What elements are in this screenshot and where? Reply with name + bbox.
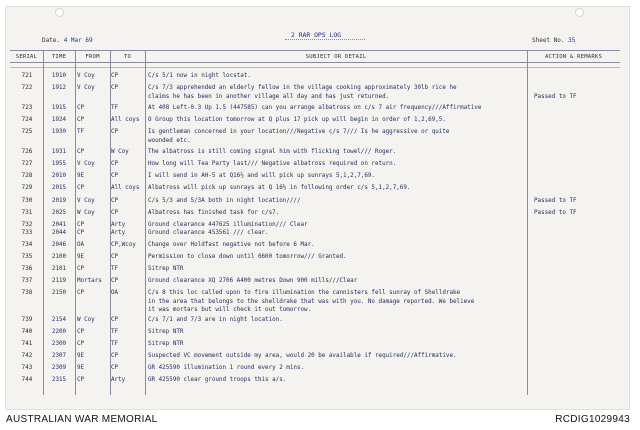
row-detail-line: C/s 8 this loc called upon to fire illumination the cannisters fell sunray of Shelldrake — [148, 290, 461, 296]
row-to: TF — [111, 341, 119, 347]
row-time: 2315 — [51, 377, 67, 383]
row-to: TF — [111, 105, 119, 111]
row-from: 9E — [77, 254, 85, 260]
row-serial: 728 — [21, 173, 33, 179]
row-from: CP — [77, 329, 85, 335]
row-serial: 733 — [21, 230, 33, 236]
row-from: CP — [77, 222, 85, 228]
row-from: OA — [77, 242, 85, 248]
row-from: CP — [77, 377, 85, 383]
row-time: 2015 — [51, 185, 67, 191]
row-serial: 731 — [21, 210, 33, 216]
row-from: CP — [77, 230, 85, 236]
row-detail-line: claims he has been in another village all day and has just returned. — [148, 93, 390, 100]
col-divider — [145, 50, 146, 395]
unit-title: 2 RAR OPS LOG — [291, 31, 342, 39]
row-from: V Coy — [77, 73, 95, 79]
row-to: CP — [111, 254, 119, 260]
row-from: TF — [77, 129, 85, 135]
row-detail-line: Sitrep NTR — [148, 341, 184, 347]
row-from: V Coy — [77, 198, 95, 204]
sheet-number — [532, 37, 575, 44]
row-from: CP — [77, 266, 85, 272]
row-from: V Coy — [77, 161, 95, 167]
row-detail-line: At 408 Left-0.3 Up 1.5 (447585) can you arrange albatross on c/s 7 air frequency///Affirmative — [148, 105, 482, 111]
row-detail-line: Sitrep NTR — [148, 266, 184, 272]
row-detail-line: GR 425590 clear ground troops this a/s. — [148, 377, 287, 383]
row-time: 1924 — [51, 117, 67, 123]
row-to: CP — [111, 173, 119, 179]
col-header-serial: SERIAL — [15, 54, 38, 60]
row-time: 2041 — [51, 222, 67, 228]
row-to: CP — [111, 85, 119, 91]
row-serial: 726 — [21, 149, 33, 155]
row-detail-line: it was mortars but will check it out tomorrow. — [148, 307, 312, 314]
row-from: CP — [77, 105, 85, 111]
date-value: 4 Mar 69 — [63, 37, 93, 44]
sheet-label: Sheet No. — [532, 37, 565, 44]
row-action: Passed to TF — [534, 93, 577, 100]
row-time: 2010 — [51, 173, 67, 179]
punch-hole — [55, 8, 64, 17]
row-serial: 729 — [21, 185, 33, 191]
row-serial: 724 — [21, 117, 33, 123]
row-to: CP,Wcoy — [111, 242, 136, 248]
row-time: 2046 — [51, 242, 67, 248]
row-serial: 721 — [21, 73, 33, 79]
row-to: CP — [111, 129, 119, 135]
row-detail-line: C/s 7/3 apprehended an elderly fellow in the village cooking approximately 30lb rice he — [148, 85, 457, 91]
row-detail-line: Sitrep NTR — [148, 329, 184, 335]
row-to: CP — [111, 317, 119, 323]
row-serial: 735 — [21, 254, 33, 260]
date-label: Date. — [42, 37, 61, 44]
date-field — [42, 37, 93, 44]
col-divider — [527, 50, 528, 395]
row-serial: 723 — [21, 105, 33, 111]
row-serial: 742 — [21, 353, 33, 359]
row-detail-line: Albatross has finished task for c/s7. — [148, 210, 280, 216]
table-top-rule — [10, 50, 620, 51]
row-serial: 740 — [21, 329, 33, 335]
row-detail-line: Ground clearance 447625 illumination/// Clear — [148, 222, 308, 228]
row-to: All coys — [111, 185, 140, 191]
row-detail-line: Is gentleman concerned in your location///Negative c/s 7/// Is he aggressive or quite — [148, 129, 450, 135]
row-from: CP — [77, 341, 85, 347]
row-from: CP — [77, 117, 85, 123]
row-time: 1930 — [51, 129, 67, 135]
header-bottom-rule — [10, 62, 620, 63]
row-to: CP — [111, 198, 119, 204]
row-from: W Coy — [77, 317, 95, 323]
row-serial: 730 — [21, 198, 33, 204]
row-time: 2025 — [51, 210, 67, 216]
row-from: 9E — [77, 353, 85, 359]
row-detail-line: Suspected VC movement outside my area, would 20 be available if required///Affirmative. — [148, 353, 457, 359]
row-to: CP — [111, 365, 119, 371]
row-time: 1910 — [51, 73, 67, 79]
row-time: 2100 — [51, 254, 67, 260]
row-serial: 736 — [21, 266, 33, 272]
row-serial: 744 — [21, 377, 33, 383]
row-serial: 739 — [21, 317, 33, 323]
row-serial: 741 — [21, 341, 33, 347]
col-header-action: ACTION & REMARKS — [544, 54, 603, 60]
row-detail-line: O Group this location tomorrow at Q plus 17 pick up will begin in order of 1,2,69,5. — [148, 117, 446, 123]
row-time: 2119 — [51, 278, 67, 284]
row-detail-line: GR 425590 illumination 1 round every 2 mins. — [148, 365, 305, 371]
sheet-value: 35 — [568, 37, 576, 44]
row-detail-line: C/s 7/1 and 7/3 are in night location. — [148, 317, 283, 323]
row-detail-line: How long will Tea Party last/// Negative albatross required on return. — [148, 161, 397, 167]
row-detail-line: in the area that belongs to the shelldrake that was with you. No damage reported. We believe — [148, 298, 475, 305]
row-detail-line: The albatross is still coming signal him with flicking towel/// Roger. — [148, 149, 397, 155]
row-to: CP — [111, 278, 119, 284]
row-to: Arty — [111, 230, 126, 236]
col-header-from: FROM — [85, 54, 100, 60]
row-from: Mortars — [77, 278, 102, 284]
row-serial: 725 — [21, 129, 33, 135]
row-to: CP — [111, 161, 119, 167]
row-time: 2309 — [51, 365, 67, 371]
row-time: 2200 — [51, 329, 67, 335]
row-to: Arty — [111, 222, 126, 228]
row-from: 9E — [77, 365, 85, 371]
row-time: 2019 — [51, 198, 67, 204]
row-time: 2150 — [51, 290, 67, 296]
row-detail-line: C/s 5/3 and 5/3A both in night location//// — [148, 198, 301, 204]
col-divider — [75, 50, 76, 395]
row-time: 2307 — [51, 353, 67, 359]
row-detail-line: Permission to close down until 0600 tomorrow/// Granted. — [148, 254, 347, 260]
archive-reference: RCDIG1029943 — [555, 414, 630, 425]
row-detail-line: Change over Holdfast negative not before 6 Mar. — [148, 242, 315, 248]
row-action: Passed to TF — [534, 210, 577, 216]
row-to: W Coy — [111, 149, 129, 155]
row-detail-line: Ground clearance 453561 /// clear. — [148, 230, 269, 236]
col-header-subject: SUBJECT OR DETAIL — [305, 54, 367, 60]
row-time: 2154 — [51, 317, 67, 323]
row-serial: 722 — [21, 85, 33, 91]
row-from: CP — [77, 185, 85, 191]
row-to: CP — [111, 353, 119, 359]
row-from: W Coy — [77, 210, 95, 216]
row-from: CP — [77, 149, 85, 155]
row-time: 1931 — [51, 149, 67, 155]
col-header-time: TIME — [51, 54, 67, 60]
row-detail-line: I will send in AH-5 at Q16½ and will pick up sunrays 5,1,2,7,69. — [148, 173, 375, 179]
row-to: CP — [111, 73, 119, 79]
col-header-to: TO — [123, 54, 132, 60]
row-serial: 732 — [21, 222, 33, 228]
punch-hole — [575, 8, 584, 17]
row-to: CP — [111, 210, 119, 216]
row-to: TF — [111, 329, 119, 335]
row-time: 1915 — [51, 105, 67, 111]
row-serial: 737 — [21, 278, 33, 284]
row-detail-line: wounded etc. — [148, 137, 191, 144]
row-serial: 727 — [21, 161, 33, 167]
row-from: V Coy — [77, 85, 95, 91]
row-serial: 743 — [21, 365, 33, 371]
row-to: All coys — [111, 117, 140, 123]
row-from: CP — [77, 290, 85, 296]
row-time: 2300 — [51, 341, 67, 347]
row-to: OA — [111, 290, 119, 296]
row-to: TF — [111, 266, 119, 272]
row-time: 1912 — [51, 85, 67, 91]
row-serial: 738 — [21, 290, 33, 296]
row-serial: 734 — [21, 242, 33, 248]
header-double-rule — [10, 67, 620, 68]
row-detail-line: Ground clearance XQ 2706 A400 metres Down 900 mills///Clear — [148, 278, 358, 284]
archive-credit: AUSTRALIAN WAR MEMORIAL — [6, 414, 158, 425]
row-detail-line: C/s 5/1 now in night locstat. — [148, 73, 251, 79]
row-detail-line: Albatross will pick up sunrays at Q 16½ in following order c/s 5,1,2,7,69. — [148, 185, 411, 191]
row-time: 1955 — [51, 161, 67, 167]
row-time: 2101 — [51, 266, 67, 272]
unit-underline — [285, 39, 365, 40]
row-time: 2044 — [51, 230, 67, 236]
row-from: 9E — [77, 173, 85, 179]
row-action: Passed to TF — [534, 198, 577, 204]
row-to: Arty — [111, 377, 126, 383]
